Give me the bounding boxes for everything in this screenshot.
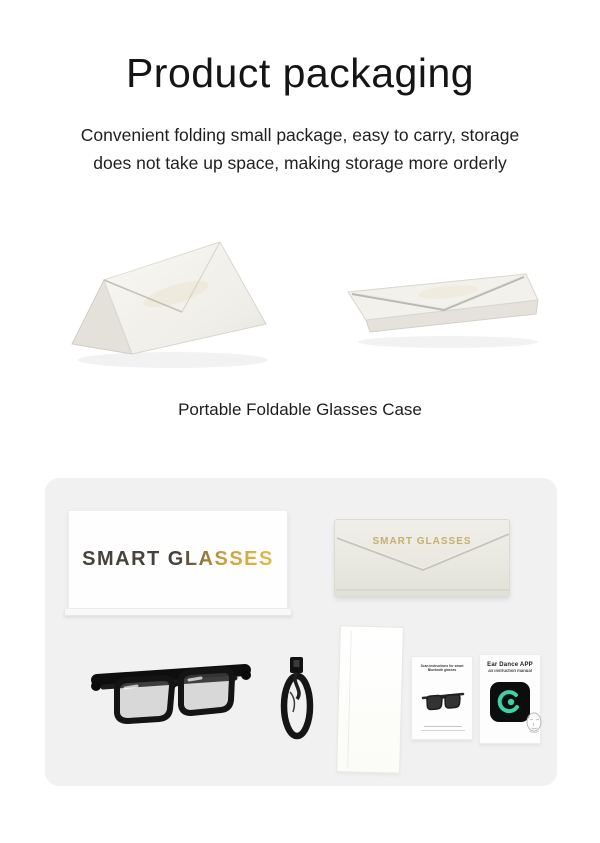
smart-glasses-illustration bbox=[85, 656, 261, 736]
fabric-case-flap bbox=[335, 520, 511, 598]
app-card bbox=[479, 654, 541, 744]
retail-box-label: SMART GLASSES bbox=[82, 548, 274, 570]
retail-box bbox=[68, 510, 288, 609]
face-sketch-icon bbox=[524, 711, 544, 735]
app-card-title: Ear Dance APP bbox=[487, 662, 533, 668]
smart-glasses bbox=[85, 656, 261, 741]
retail-box-lid bbox=[64, 609, 292, 616]
flat-case-photo bbox=[340, 258, 555, 355]
instruction-manual bbox=[411, 656, 473, 740]
triangle-case-photo bbox=[58, 232, 276, 377]
subtitle-line-1: Convenient folding small package, easy to carry, storage bbox=[80, 125, 520, 145]
manual-sunglasses-icon bbox=[419, 689, 467, 715]
fabric-case-label: SMART GLASSES bbox=[372, 536, 472, 547]
manual-title bbox=[412, 664, 472, 673]
fabric-case bbox=[334, 519, 510, 597]
usb-cable bbox=[276, 652, 318, 749]
package-contents-panel bbox=[45, 478, 557, 786]
usb-cable-illustration bbox=[276, 652, 318, 744]
cloth-crease bbox=[347, 630, 352, 768]
app-logo-swirl-icon bbox=[497, 689, 523, 715]
manual-title-line-1: Scan instructions for smart bbox=[420, 664, 464, 668]
subtitle-line-2: does not take up space, making storage more orderly bbox=[93, 153, 507, 173]
manual-title-line-2: Bluetooth glasses bbox=[427, 668, 457, 673]
app-card-subtitle: an instruction manual bbox=[488, 669, 532, 674]
manual-footer-line-2 bbox=[421, 730, 465, 731]
page-title: Product packaging bbox=[125, 50, 475, 96]
hero-caption: Portable Foldable Glasses Case bbox=[178, 400, 422, 419]
triangle-case-illustration bbox=[58, 232, 276, 372]
flat-case-illustration bbox=[340, 258, 555, 350]
manual-footer-line bbox=[424, 726, 462, 727]
page-subtitle bbox=[0, 121, 600, 177]
cleaning-cloth bbox=[336, 625, 404, 774]
